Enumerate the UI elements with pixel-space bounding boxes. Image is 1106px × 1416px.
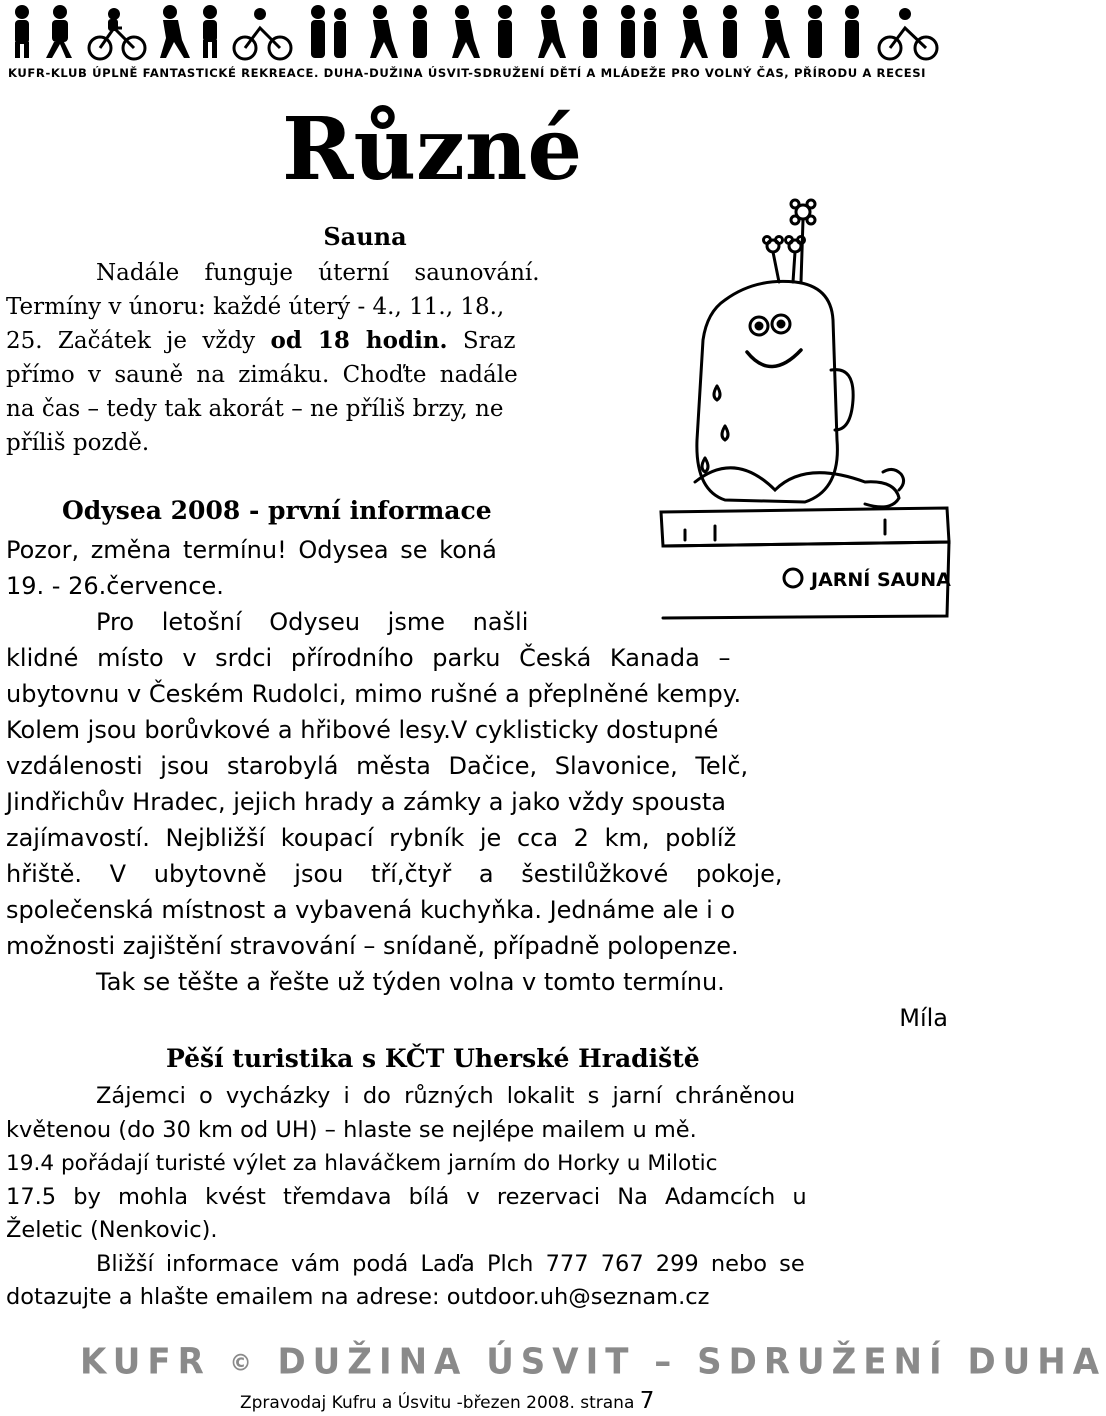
footer-logo-separator: © (229, 1350, 259, 1377)
turistika-line: Zájemci o vycházky i do různých lokalit s jarní chráněnou (96, 1083, 796, 1109)
odysea-signature: Míla (899, 1004, 948, 1032)
odysea-line: Tak se těšte a řešte už týden volna v tomto termínu. (96, 968, 725, 996)
sauna-line: Nadále funguje úterní saunování. (96, 260, 540, 286)
figure-walker-icon (583, 5, 597, 58)
figure-group-icon (311, 5, 346, 58)
figure-runner-icon (680, 5, 708, 58)
sauna-line: na čas – tedy tak akorát – ne příliš brzy, ne (6, 396, 504, 422)
odysea-line: Kolem jsou borůvkové a hřibové lesy.V cyklisticky dostupné (6, 716, 719, 744)
odysea-line: ubytovnu v Českém Rudolci, mimo rušné a přeplněné kempy. (6, 680, 742, 708)
turistika-line: 19.4 pořádají turisté výlet za hlaváčkem jarním do Horky u Milotic (6, 1151, 718, 1176)
illustration-label: JARNÍ SAUNA (811, 569, 951, 591)
footer-logo-duha: DUŽINA ÚSVIT – SDRUŽENÍ DUHA (277, 1340, 1106, 1383)
odysea-line: vzdálenosti jsou starobylá města Dačice, Slavonice, Telč, (6, 752, 749, 780)
turistika-line: Želetic (Nenkovic). (6, 1217, 218, 1243)
odysea-line: zajímavostí. Nejbližší koupací rybník je cca 2 km, poblíž (6, 824, 737, 852)
sauna-line: přímo v sauně na zimáku. Choďte nadále (6, 362, 518, 388)
odysea-line: Pro letošní Odyseu jsme našli (96, 608, 529, 636)
sauna-line: Termíny v únoru: každé úterý - 4., 11., 18., (6, 294, 505, 320)
turistika-line: květenou (do 30 km od UH) – hlaste se nejlépe mailem u mě. (6, 1116, 697, 1143)
figure-runner-icon (160, 5, 190, 58)
figure-walker-icon (723, 5, 737, 58)
figure-runner-icon (452, 5, 480, 58)
sauna-line (6, 324, 626, 358)
sauna-text: 25. Začátek je vždy (6, 328, 271, 354)
footer-logo-kufr: KUFR (80, 1340, 211, 1383)
header-figures-illustration (0, 0, 960, 62)
odysea-line: klidné místo v srdci přírodního parku Česká Kanada – (6, 644, 731, 672)
figure-walker-icon (808, 5, 822, 58)
odysea-line: společenská místnost a vybavená kuchyňka. Jednáme ale i o (6, 896, 736, 924)
bicycle-icon (879, 8, 937, 59)
smiling-face-icon (747, 315, 801, 367)
page-title: Různé (282, 99, 583, 200)
figure-walker-icon (845, 5, 859, 58)
sauna-heading: Sauna (323, 222, 407, 251)
footer-imprint (240, 1388, 740, 1414)
odysea-line: Pozor, změna termínu! Odysea se koná (6, 536, 497, 564)
figure-runner-icon (762, 5, 790, 58)
figure-runner-icon (370, 5, 398, 58)
odysea-line: 19. - 26.července. (6, 572, 224, 600)
bicycle-icon (89, 8, 145, 59)
sauna-line: příliš pozdě. (6, 430, 150, 456)
flower-icon (764, 200, 816, 282)
sauna-paragraph (6, 256, 626, 460)
figure-group-icon (621, 5, 656, 58)
turistika-line: 17.5 by mohla kvést třemdava bílá v rezervaci Na Adamcích u (6, 1183, 807, 1210)
figure-walker-icon (413, 5, 427, 58)
page-number: 7 (639, 1388, 655, 1414)
figure-walker-icon (203, 5, 217, 58)
turistika-line: Bližší informace vám podá Laďa Plch 777 767 299 nebo se (96, 1250, 805, 1277)
footer-imprint-text: Zpravodaj Kufru a Úsvitu -březen 2008. strana (240, 1393, 635, 1413)
figure-walker-icon (498, 5, 512, 58)
odysea-line: Jindřichův Hradec, jejich hrady a zámky a jako vždy spousta (6, 788, 726, 816)
sauna-text: Sraz (447, 328, 516, 354)
footer-logo (80, 1340, 1106, 1387)
odysea-paragraph (6, 532, 956, 1036)
bicycle-icon (234, 8, 291, 59)
figure-walker-icon (15, 5, 29, 58)
odysea-line: možnosti zajištění stravování – snídaně, případně polopenze. (6, 932, 739, 960)
odysea-heading: Odysea 2008 - první informace (62, 496, 492, 525)
sauna-time-emphasis: od 18 hodin. (270, 327, 448, 354)
turistika-line: dotazujte a hlašte emailem na adrese: outdoor.uh@seznam.cz (6, 1284, 710, 1310)
header-motto: KUFR-KLUB ÚPLNĚ FANTASTICKÉ REKREACE. DUHA-DUŽINA ÚSVIT-SDRUŽENÍ DĚTÍ A MLÁDEŽE PRO VOLNÝ ČAS, PŘÍRODU A RECESI (8, 66, 927, 80)
odysea-line: hřiště. V ubytovně jsou tří,čtyř a šestilůžkové pokoje, (6, 860, 783, 888)
figure-runner-icon (538, 5, 566, 58)
turistika-heading: Pěší turistika s KČT Uherské Hradiště (166, 1044, 700, 1073)
figure-walker-icon (46, 5, 72, 58)
sweat-drops-icon (702, 386, 728, 472)
turistika-paragraph (6, 1080, 956, 1315)
